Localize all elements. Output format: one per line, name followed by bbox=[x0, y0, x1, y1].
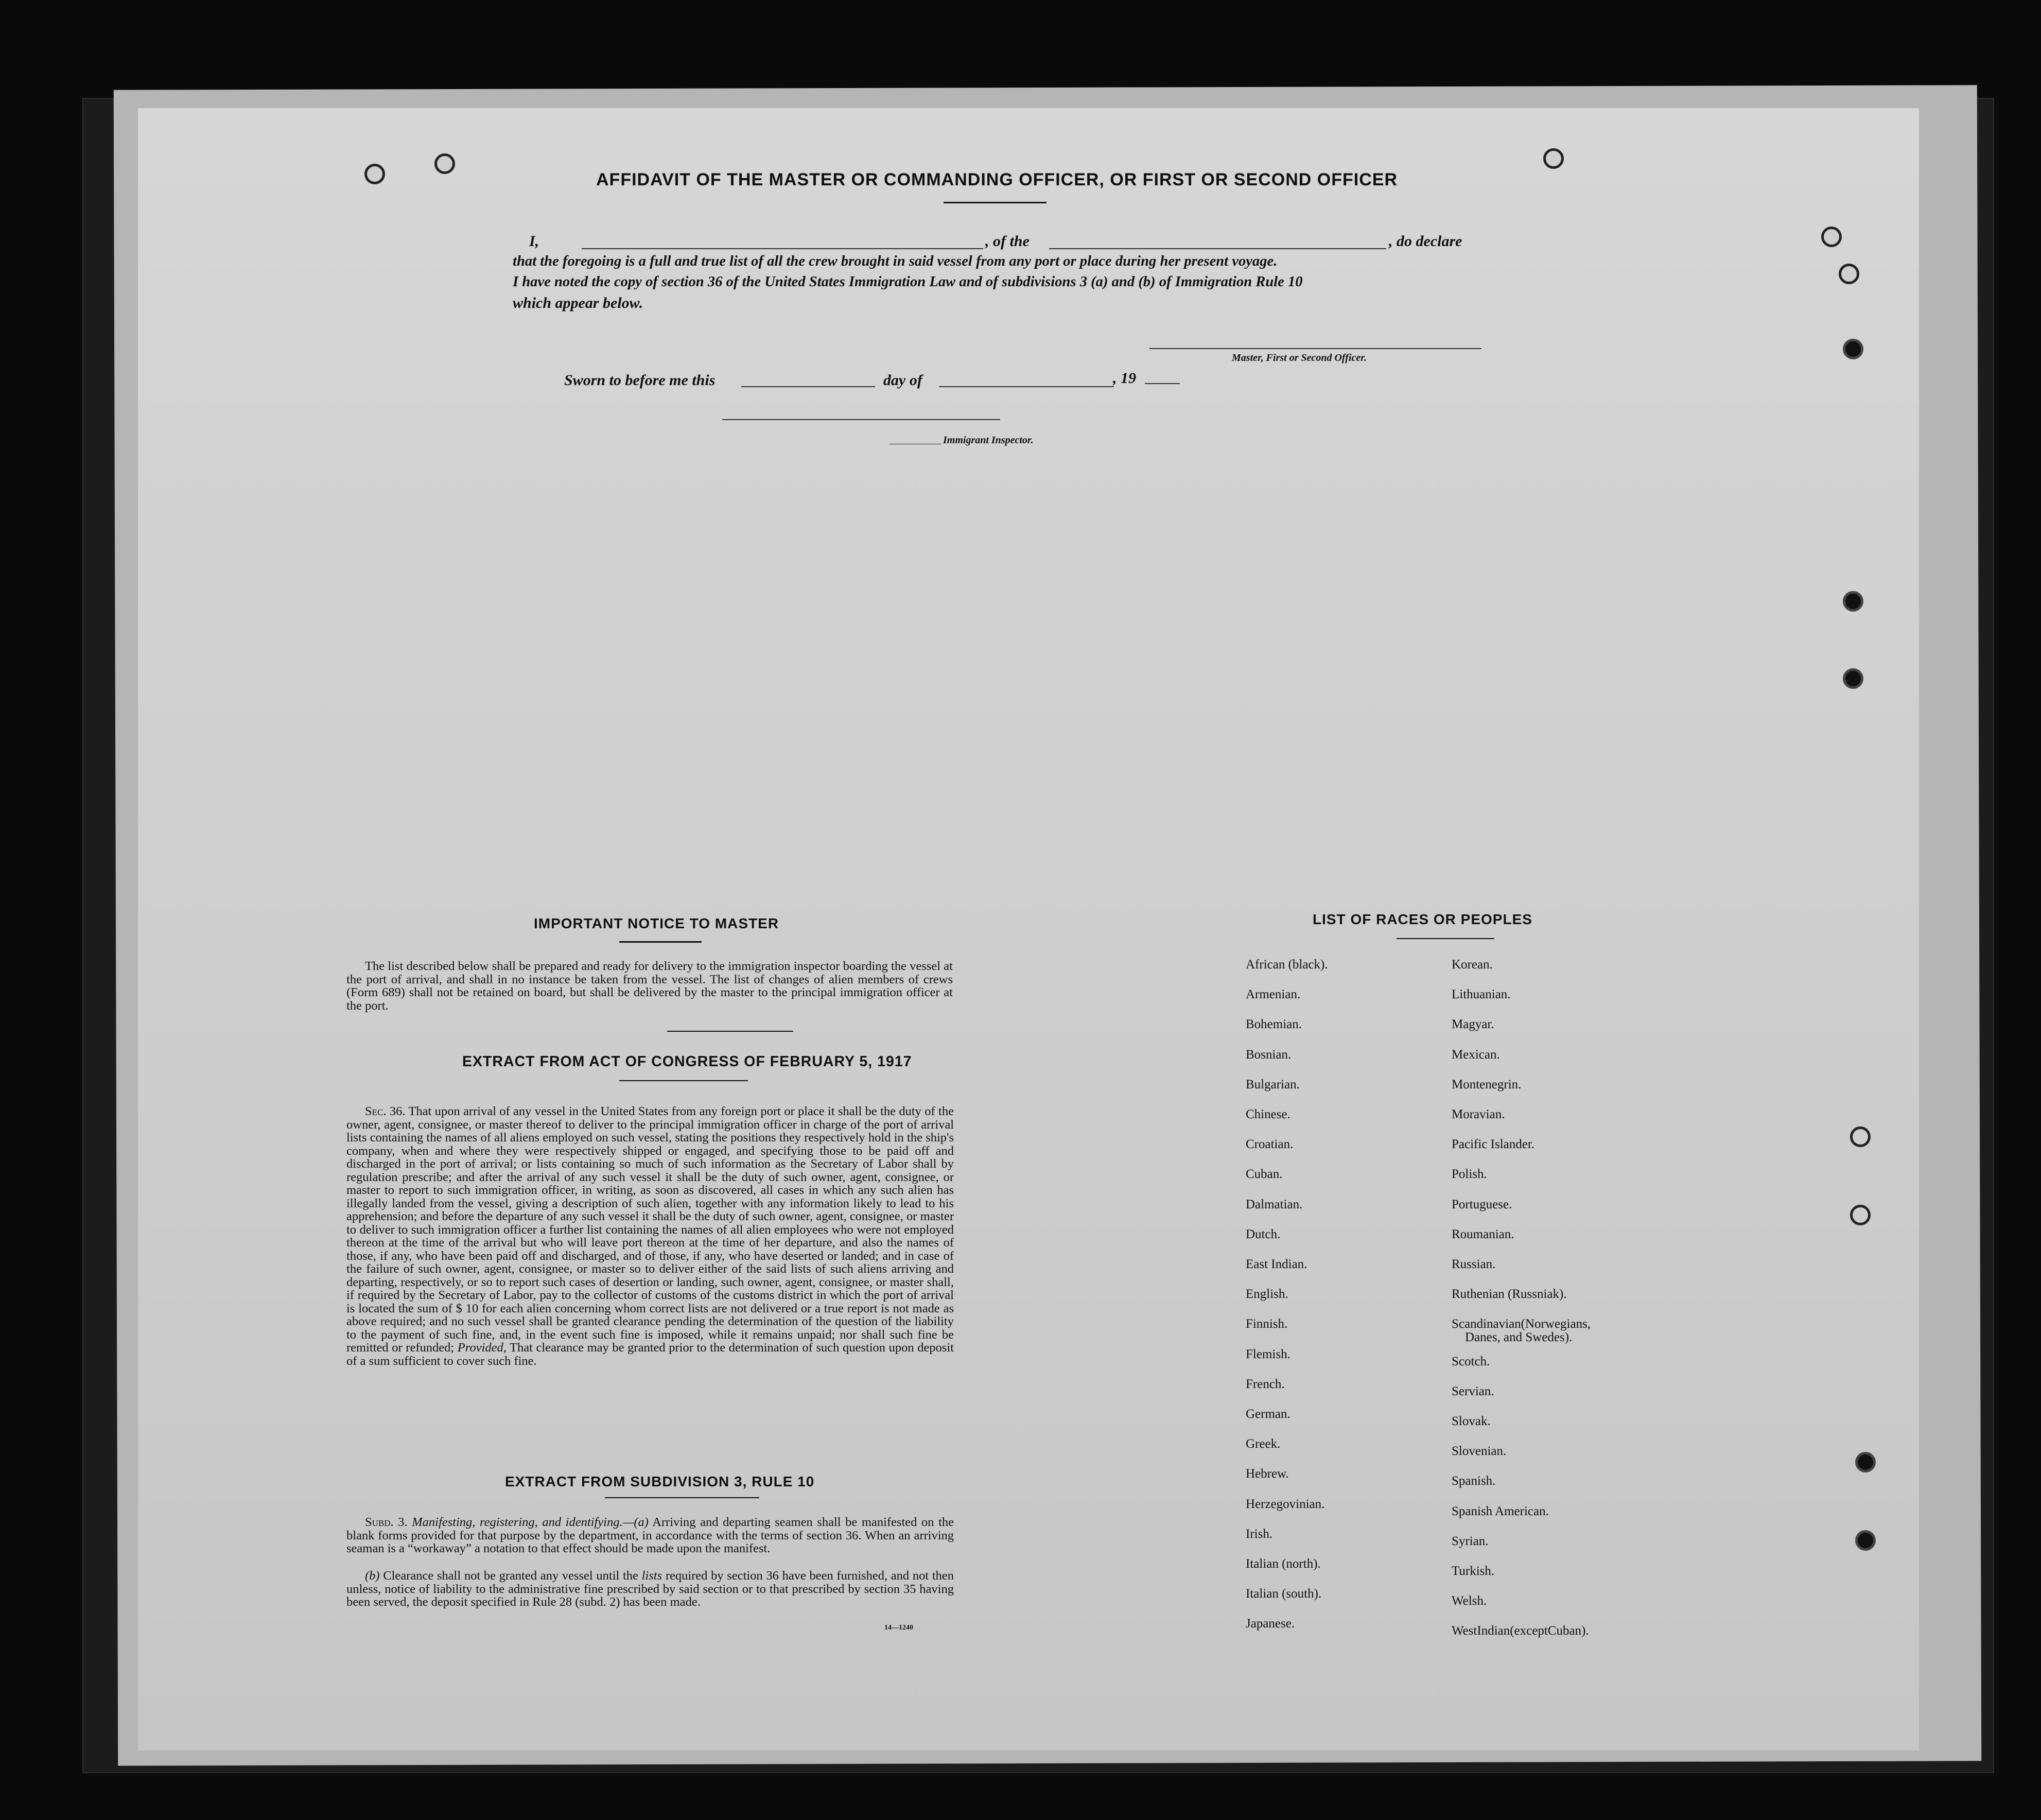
punch-hole bbox=[364, 164, 385, 184]
punch-hole bbox=[1821, 227, 1842, 247]
race-item: Turkish. bbox=[1452, 1564, 1495, 1578]
rule10-subd-a bbox=[346, 1516, 954, 1555]
race-item: Spanish American. bbox=[1452, 1504, 1549, 1518]
punch-hole bbox=[1843, 339, 1863, 359]
notice-title: IMPORTANT NOTICE TO MASTER bbox=[534, 915, 779, 931]
race-item: German. bbox=[1246, 1407, 1290, 1421]
race-item: Bosnian. bbox=[1246, 1047, 1292, 1062]
subd-label: Subd. 3. bbox=[365, 1515, 408, 1529]
signature-line bbox=[1149, 348, 1481, 349]
race-item: Pacific Islander. bbox=[1452, 1137, 1535, 1152]
race-item: French. bbox=[1246, 1377, 1285, 1391]
race-item: Roumanian. bbox=[1452, 1227, 1514, 1241]
inspector-line bbox=[722, 419, 1000, 420]
affidavit-declare: , do declare bbox=[1389, 233, 1462, 250]
race-item: African (black). bbox=[1246, 958, 1328, 972]
rule10-title: EXTRACT FROM SUBDIVISION 3, RULE 10 bbox=[505, 1474, 815, 1489]
races-title: LIST OF RACES OR PEOPLES bbox=[1313, 911, 1532, 927]
divider bbox=[619, 1080, 748, 1081]
race-item: Mexican. bbox=[1452, 1047, 1500, 1062]
affidavit-of-the: , of the bbox=[985, 233, 1030, 250]
race-item: Polish. bbox=[1452, 1167, 1487, 1182]
affidavit-line-4: which appear below. bbox=[513, 294, 643, 311]
race-item: Bohemian. bbox=[1246, 1017, 1302, 1032]
race-item: Chinese. bbox=[1246, 1107, 1290, 1121]
act-title: EXTRACT FROM ACT OF CONGRESS OF FEBRUARY 5, 1917 bbox=[462, 1053, 912, 1070]
divider bbox=[667, 1031, 793, 1032]
subd-italic: Manifesting, registering, and identifying.—(a) bbox=[412, 1515, 649, 1529]
divider bbox=[1397, 938, 1494, 939]
race-item: Italian (north). bbox=[1246, 1557, 1321, 1571]
race-item: Italian (south). bbox=[1246, 1587, 1322, 1601]
race-item: Slovak. bbox=[1452, 1414, 1491, 1428]
race-item: Lithuanian. bbox=[1452, 987, 1511, 1002]
race-item: Dutch. bbox=[1246, 1227, 1281, 1241]
notice-text: The list described below shall be prepared and ready for delivery to the immigration inspector boarding the vessel at the port of arrival, and shall in no instance be taken from the vessel. The list of changes of alien members of crews (Form 689) shall not be retained on board, but shall be delivered by the master to the principal immigration officer at the port. bbox=[346, 959, 953, 1013]
sworn-month-blank bbox=[939, 386, 1114, 387]
b-text-1: Clearance shall not be granted any vessel until the bbox=[383, 1569, 638, 1583]
race-item: Herzegovinian. bbox=[1246, 1497, 1325, 1511]
race-item: Syrian. bbox=[1452, 1534, 1489, 1548]
rule10-subd-b bbox=[346, 1569, 954, 1609]
race-item: Montenegrin. bbox=[1452, 1077, 1522, 1091]
race-item: Finnish. bbox=[1246, 1317, 1288, 1331]
signature-label: Master, First or Second Officer. bbox=[1232, 352, 1367, 363]
sworn-text: Sworn to before me this bbox=[564, 372, 716, 389]
race-item: Flemish. bbox=[1246, 1347, 1290, 1361]
race-item: Korean. bbox=[1452, 958, 1493, 972]
race-item: Scandinavian(Norwegians, bbox=[1452, 1317, 1591, 1331]
divider bbox=[605, 1497, 759, 1498]
punch-hole bbox=[1850, 1205, 1871, 1225]
punch-hole bbox=[1543, 148, 1564, 169]
act-body-end: That clearance may be granted prior to the determination of such question upon deposit of a sum sufficient to cover such fine. bbox=[346, 1341, 954, 1368]
punch-hole bbox=[1855, 1452, 1876, 1472]
race-item: Servian. bbox=[1452, 1384, 1494, 1398]
affidavit-line-2: that the foregoing is a full and true list of all the crew brought in said vessel from any port or place during her present voyage. bbox=[513, 253, 1278, 269]
act-body: That upon arrival of any vessel in the United States from any foreign port or place it shall be the duty of the owner, agent, consignee, or master thereof to deliver to the principal immigration officer in charge of the port of arrival lists containing the names of all aliens employed on such vessel, stating the positions they respectively hold in the ship's company, when and where they were respectively shipped or engaged, and specifying those to be paid off and discharged in the port of arrival; or lists containing so much of such information as the Secretary of Labor shall by regulation prescribe; and after the arrival of any such vessel it shall be the duty of such owner, agent, consignee, or master to report to such immigration officer, in writing, as soon as discovered, all cases in which any such alien has illegally landed from the vessel, giving a description of such alien, together with any information likely to lead to his apprehension; and before the departure of any such vessel it shall be the duty of such owner, agent, consignee, or master to deliver to such immigration officer a further list containing the names of all alien employees who were not employed thereon at the time of the arrival but who will leave port thereon at the time of her departure, and also the names of those, if any, who have been paid off and discharged, and of those, if any, who have deserted or landed; and in case of the failure of such owner, agent, consignee, or master so to deliver either of the said lists of such aliens arriving and departing, respectively, or so to report such cases of desertion or landing, such owner, agent, consignee, or master shall, if required by the Secretary of Labor, pay to the collector of customs of the customs district in which the port of arrival is located the sum of $ 10 for each alien concerning whom correct lists are not delivered or a true report is not made as above required; and no such vessel shall be granted clearance pending the determination of the question of the liability to the payment of such fine, and, in the event such fine is imposed, while it remains unpaid; nor shall such fine be remitted or refunded; bbox=[346, 1104, 954, 1355]
sworn-year-blank bbox=[1145, 383, 1180, 384]
race-item: Cuban. bbox=[1246, 1167, 1283, 1182]
race-item: Scotch. bbox=[1452, 1354, 1490, 1368]
punch-hole bbox=[434, 153, 455, 174]
subd-text: Arriving and departing seamen shall be manifested on the blank forms provided for that purpose by the department, in accordance with the terms of section 36. When an arriving seaman is a “workaway” a notation to that effect should be made upon the manifest. bbox=[346, 1515, 954, 1555]
race-item: Moravian. bbox=[1452, 1107, 1505, 1121]
affidavit-i: I, bbox=[529, 233, 539, 250]
race-item: Hebrew. bbox=[1246, 1467, 1289, 1481]
race-item: Japanese. bbox=[1246, 1617, 1295, 1631]
race-item: Irish. bbox=[1246, 1527, 1273, 1541]
sec-label: Sec. 36. bbox=[365, 1104, 406, 1118]
race-item: Croatian. bbox=[1246, 1137, 1294, 1152]
race-item: East Indian. bbox=[1246, 1257, 1307, 1271]
punch-hole bbox=[1843, 591, 1863, 612]
vessel-blank bbox=[1049, 248, 1386, 249]
race-item: Russian. bbox=[1452, 1257, 1496, 1271]
provided-text: Provided, bbox=[457, 1341, 507, 1355]
punch-hole bbox=[1850, 1126, 1871, 1147]
punch-hole bbox=[1855, 1530, 1876, 1551]
act-text bbox=[346, 1105, 954, 1367]
inspector-label: Immigrant Inspector. bbox=[943, 435, 1034, 446]
b-label: (b) bbox=[365, 1569, 380, 1583]
day-of-text: day of bbox=[883, 372, 922, 389]
race-item: Slovenian. bbox=[1452, 1444, 1507, 1459]
affidavit-line-3: I have noted the copy of section 36 of the United States Immigration Law and of subdivisions 3 (a) and (b) of Immigration Rule 10 bbox=[513, 274, 1303, 290]
b-text-2: required by section 36 have been furnished, and not then unless, notice of liability to the administrative fine prescribed by said section or to that prescribed by section 35 having been served, the deposit specified in Rule 28 (subd. 2) has been made. bbox=[346, 1569, 954, 1609]
race-item: Greek. bbox=[1246, 1437, 1281, 1451]
punch-hole bbox=[1839, 264, 1859, 284]
name-blank bbox=[582, 248, 983, 249]
sworn-day-blank bbox=[741, 386, 875, 387]
divider bbox=[619, 941, 702, 943]
b-lists: lists bbox=[641, 1569, 662, 1583]
race-item: Ruthenian (Russniak). bbox=[1452, 1287, 1567, 1302]
race-item: Armenian. bbox=[1246, 987, 1301, 1002]
race-item: Dalmatian. bbox=[1246, 1197, 1303, 1211]
document-page bbox=[138, 108, 1919, 1750]
race-item: English. bbox=[1246, 1287, 1288, 1302]
race-item: Spanish. bbox=[1452, 1474, 1496, 1488]
race-item: Welsh. bbox=[1452, 1594, 1487, 1608]
race-item: Magyar. bbox=[1452, 1017, 1494, 1032]
affidavit-title: AFFIDAVIT OF THE MASTER OR COMMANDING OFFICER, OR FIRST OR SECOND OFFICER bbox=[596, 170, 1398, 189]
punch-hole bbox=[1843, 668, 1863, 689]
year-prefix: , 19 bbox=[1113, 370, 1136, 387]
race-item: Bulgarian. bbox=[1246, 1077, 1300, 1091]
race-item: Portuguese. bbox=[1452, 1197, 1512, 1211]
race-item: WestIndian(exceptCuban). bbox=[1452, 1624, 1589, 1638]
race-item-continuation: Danes, and Swedes). bbox=[1465, 1330, 1573, 1345]
form-number: 14—1240 bbox=[884, 1624, 913, 1632]
divider bbox=[944, 202, 1046, 203]
